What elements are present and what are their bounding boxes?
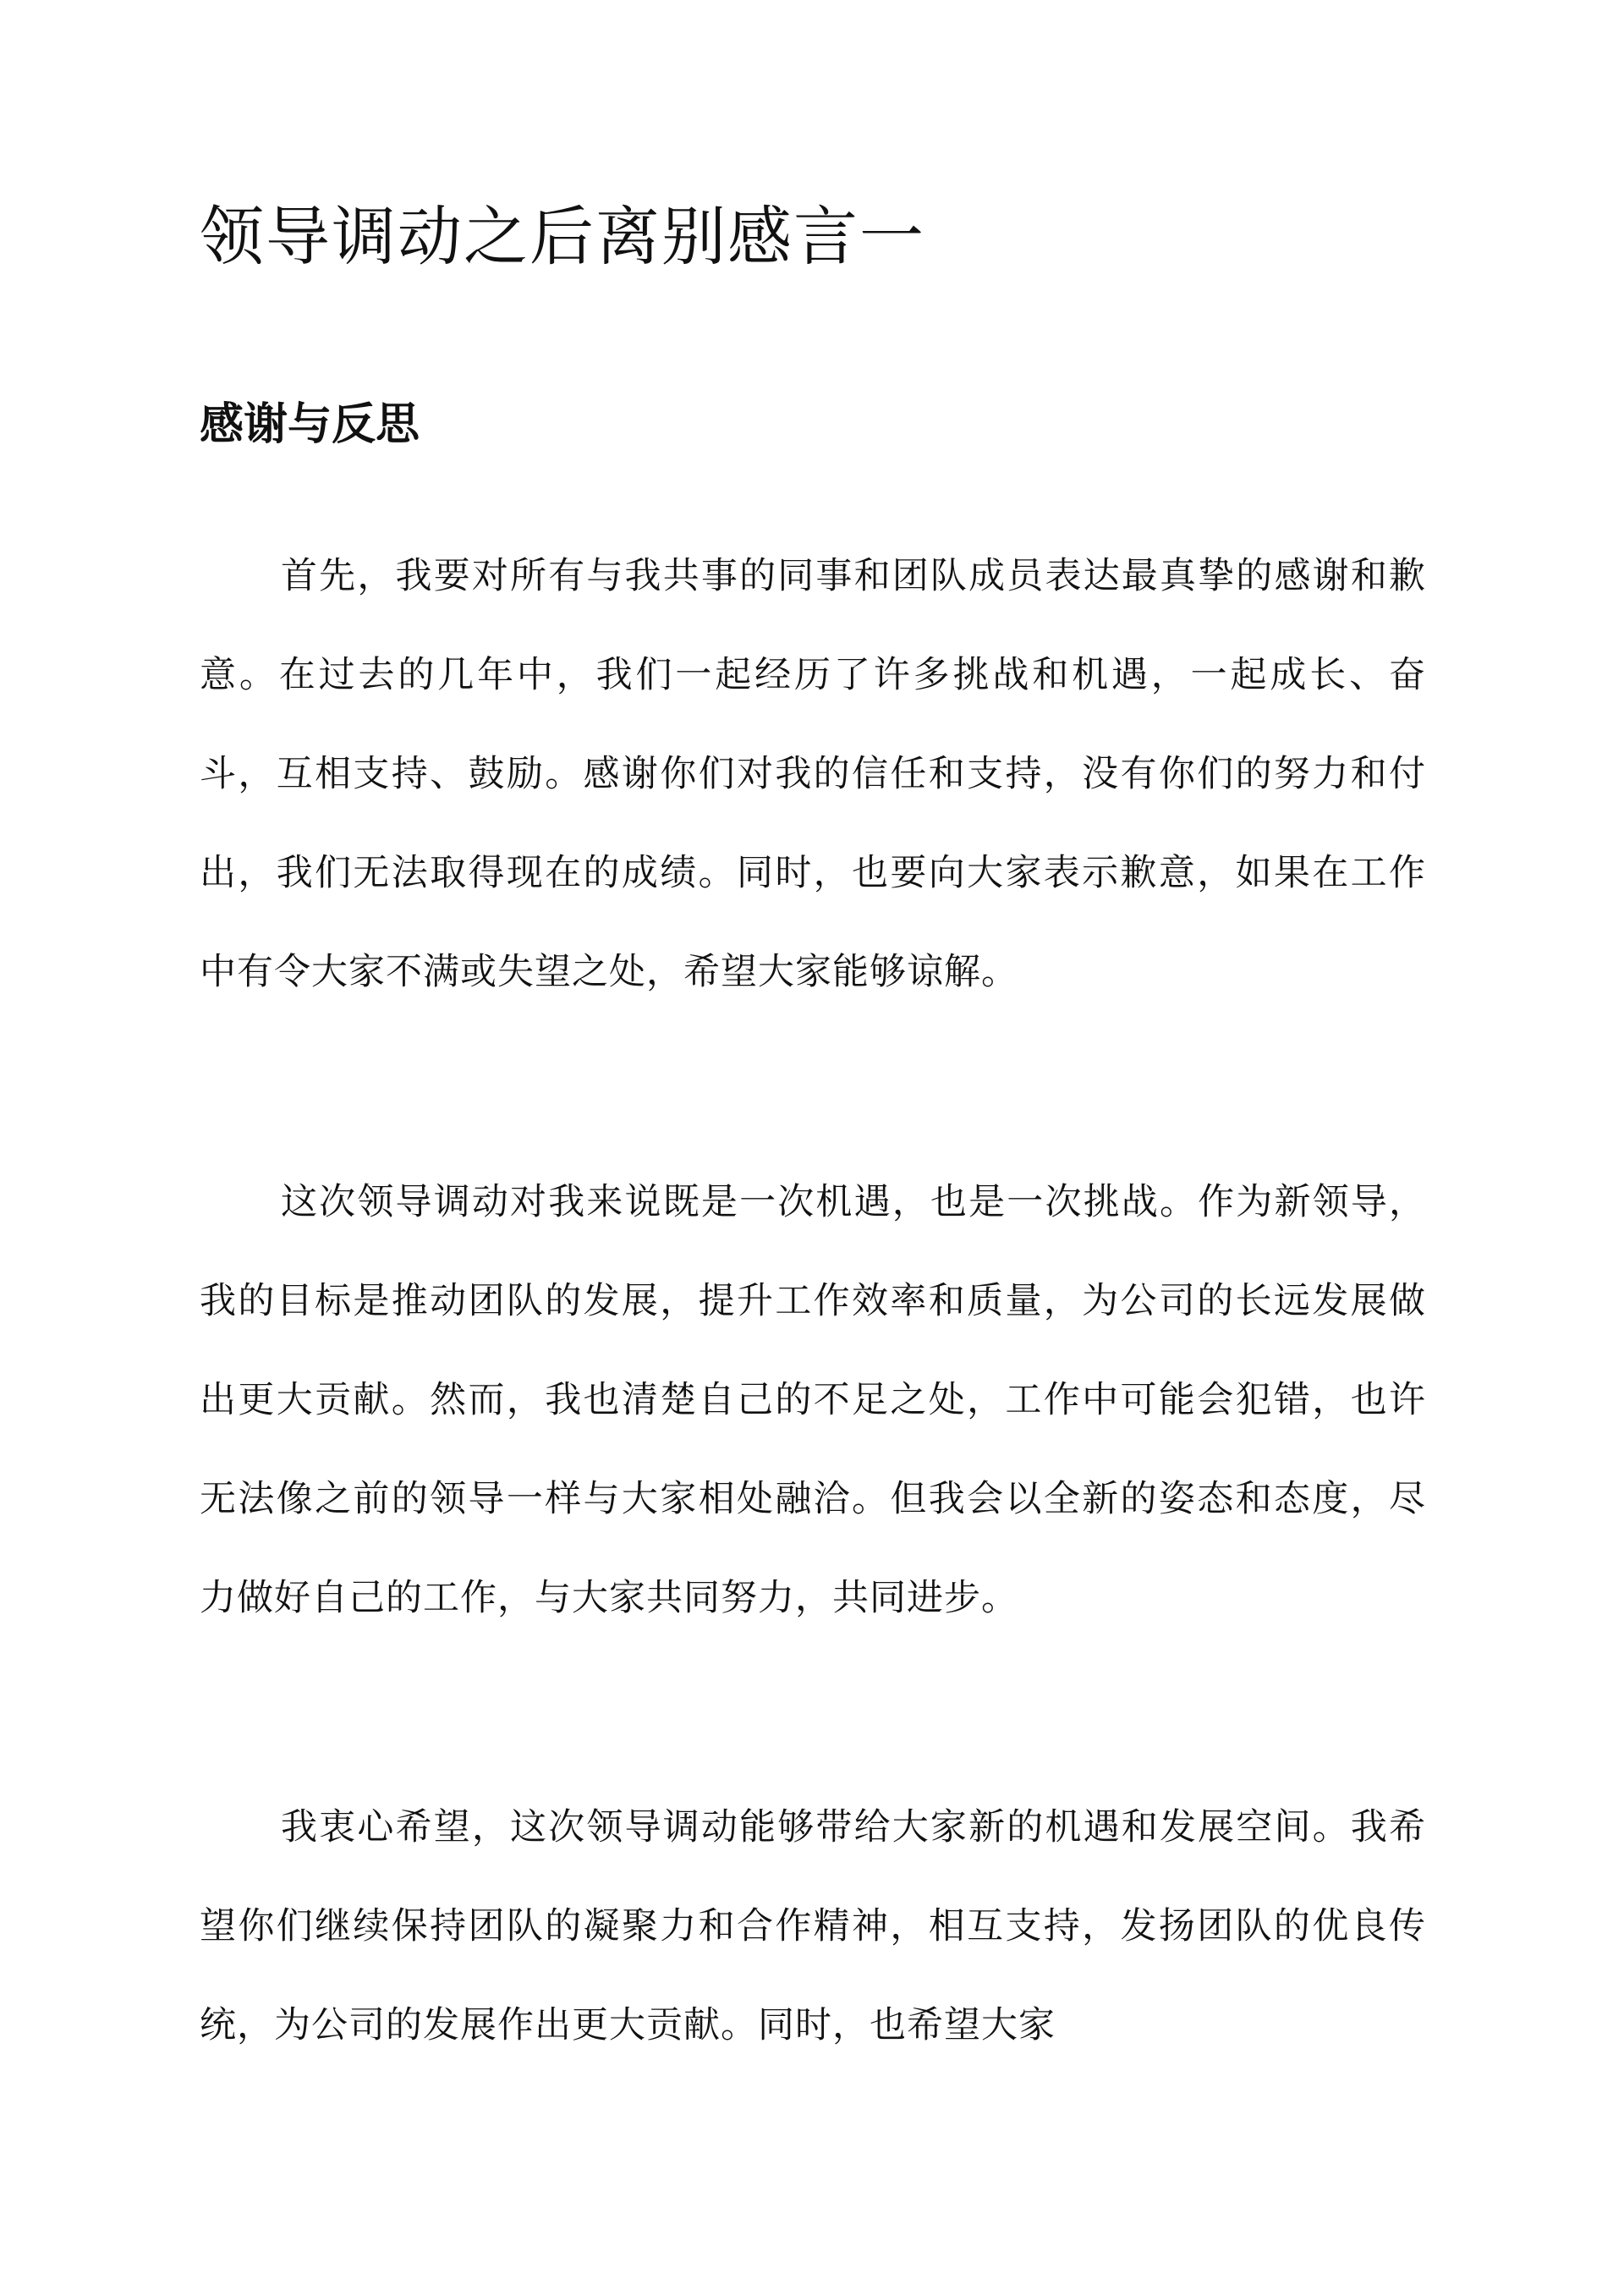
- document-title: 领导调动之后离别感言一: [200, 199, 925, 274]
- paragraph-3: 我衷心希望，这次领导调动能够带给大家新的机遇和发展空间。我希望你们继续保持团队的凝聚力和合作精神，相互支持，发扬团队的优良传统，为公司的发展作出更大贡献。同时，也希望大家: [200, 1806, 1426, 2046]
- paragraph-2: 这次领导调动对我来说既是一次机遇，也是一次挑战。作为新领导，我的目标是推动团队的发展，提升工作效率和质量，为公司的长远发展做出更大贡献。然而，我也清楚自己的不足之处，工作中可能会犯错，也许无法像之前的领导一样与大家相处融洽。但我会以全新的姿态和态度，尽力做好自己的工作，与大家共同努力，共同进步。: [200, 1181, 1426, 1619]
- paragraph-1: 首先，我要对所有与我共事的同事和团队成员表达最真挚的感谢和歉意。在过去的几年中，我们一起经历了许多挑战和机遇，一起成长、奋斗，互相支持、鼓励。感谢你们对我的信任和支持，没有你们的努力和付出，我们无法取得现在的成绩。同时，也要向大家表示歉意，如果在工作中有令大家不满或失望之处，希望大家能够谅解。: [200, 555, 1426, 993]
- section-heading: 感谢与反思: [200, 399, 420, 450]
